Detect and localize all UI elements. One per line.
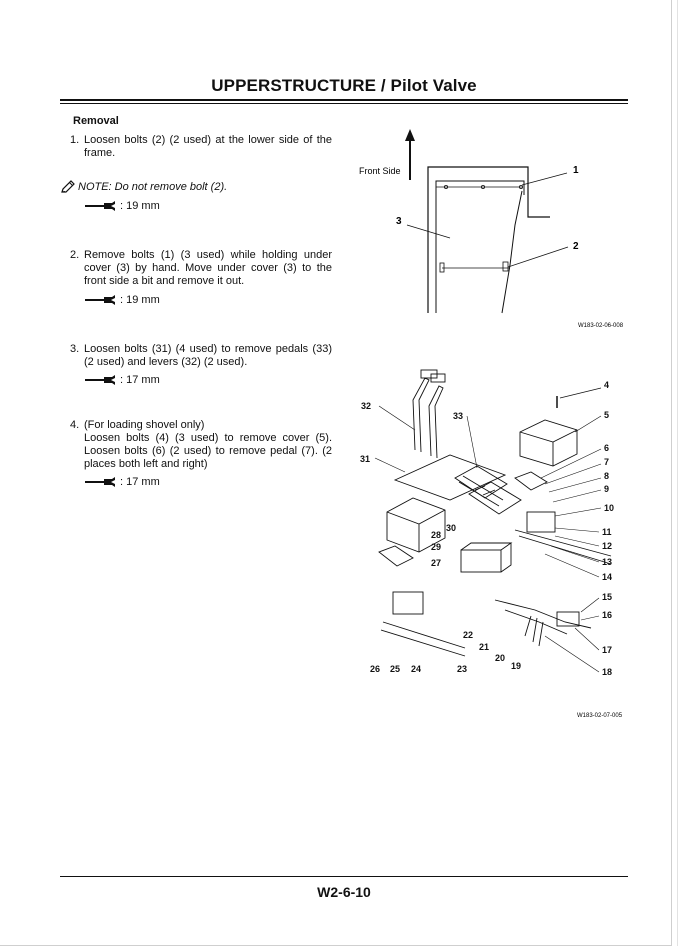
callout-9: 9 (604, 484, 610, 494)
callout-33: 33 (453, 411, 464, 421)
wrench-icon (84, 476, 116, 488)
callout-27: 27 (431, 558, 442, 568)
footer-rule (60, 876, 628, 877)
step-text: Loosen bolts (31) (4 used) to remove pedals (33) (2 used) and levers (32) (2 used). (84, 343, 332, 368)
lever-left (413, 378, 429, 452)
cover-5-edge (520, 430, 577, 466)
tool-spec-3 (84, 373, 160, 387)
page-number: W2-6-10 (317, 884, 371, 900)
cover-outline (436, 181, 524, 313)
tool-size: : 19 mm (120, 294, 160, 306)
callout-19: 19 (511, 661, 522, 671)
lower-bolt (503, 262, 508, 271)
pedal-7-left (379, 546, 413, 566)
callout-line-32 (379, 406, 415, 430)
figure-code: W183-02-06-008 (578, 323, 624, 329)
front-side-label: Front Side (359, 166, 401, 176)
callout-24: 24 (411, 664, 422, 674)
callout-29: 29 (431, 542, 442, 552)
tool-spec-4 (84, 475, 160, 489)
pencil-icon (60, 180, 76, 194)
wrench-icon (84, 200, 116, 212)
section-heading: Removal (73, 115, 119, 127)
callout-16: 16 (602, 610, 613, 620)
right-tubing (515, 530, 611, 564)
callout-11: 11 (602, 527, 612, 537)
callout-line-5 (575, 416, 601, 432)
callout-28: 28 (431, 530, 442, 540)
tool-size: : 17 mm (120, 374, 160, 386)
pedal-33 (469, 482, 521, 514)
header-rule (60, 99, 628, 101)
wrench-icon (84, 294, 116, 306)
step-text: Remove bolts (1) (3 used) while holding under cover (3) by hand. Move under cover (3) to the front side a bit and remove it out. (84, 249, 332, 287)
wrench-icon (84, 374, 116, 386)
callout-22: 22 (463, 630, 474, 640)
tool-spec-1 (84, 199, 160, 213)
callout-31: 31 (360, 454, 371, 464)
step-subtitle: (For loading shovel only) (84, 419, 205, 431)
step-number: 3. (70, 343, 80, 355)
left-tubing (381, 622, 465, 656)
callout-15: 15 (602, 592, 613, 602)
cover-side-edge (502, 191, 522, 313)
callout-line-6 (541, 449, 601, 478)
front-arrow-head (405, 129, 415, 141)
callout-14: 14 (602, 572, 613, 582)
callout-line-10 (555, 508, 601, 516)
step-text: Loosen bolts (4) (3 used) to remove cover (5). Loosen bolts (6) (2 used) to remove pedal (7). (2 places both left and right) (84, 432, 332, 470)
callout-line-16 (581, 616, 599, 620)
pedal-7-right (515, 472, 547, 490)
header-rule-thin (60, 103, 628, 104)
callout-32: 32 (361, 401, 372, 411)
page-edge (677, 0, 678, 946)
callout-6: 6 (604, 443, 610, 453)
tool-size: : 19 mm (120, 200, 160, 212)
page-title: UPPERSTRUCTURE / Pilot Valve (211, 76, 477, 95)
callout-21: 21 (479, 642, 490, 652)
step-number: 4. (70, 419, 80, 431)
callout-2: 2 (573, 241, 579, 252)
step-number: 1. (70, 134, 80, 146)
lever-right (429, 386, 443, 458)
pilot-valve-top (461, 543, 511, 572)
callout-line-33 (467, 416, 477, 468)
callout-12: 12 (602, 541, 613, 551)
callout-line-17 (575, 628, 599, 650)
hoses (495, 600, 591, 634)
callout-13: 13 (602, 557, 613, 567)
callout-23: 23 (457, 664, 468, 674)
lower-bolt (440, 263, 444, 272)
step-2 (70, 249, 332, 288)
step-1 (70, 134, 332, 160)
tool-spec-2 (84, 293, 160, 307)
callout-3: 3 (396, 216, 402, 227)
callout-line-7 (545, 464, 601, 484)
note-text: NOTE: Do not remove bolt (2). (78, 181, 228, 193)
callout-4: 4 (604, 380, 610, 390)
callout-25: 25 (390, 664, 401, 674)
figure-code: W183-02-07-005 (577, 713, 623, 719)
callout-line-12 (555, 536, 599, 546)
callout-line-9 (553, 490, 601, 502)
callout-10: 10 (604, 503, 615, 513)
callout-line-15 (581, 598, 599, 612)
note (60, 180, 227, 194)
step-3 (70, 343, 332, 369)
callout-30: 30 (446, 523, 457, 533)
callout-18: 18 (602, 667, 613, 677)
callout-7: 7 (604, 457, 610, 467)
tool-size: : 17 mm (120, 476, 160, 488)
callout-20: 20 (495, 653, 506, 663)
under-cover-figure (350, 125, 640, 335)
callout-line-11 (555, 528, 599, 532)
callout-line-2 (508, 247, 568, 267)
manifold (557, 612, 579, 626)
callout-line-1 (522, 173, 567, 185)
callout-line-4 (560, 388, 601, 398)
callout-26: 26 (370, 664, 381, 674)
right-valve (527, 512, 555, 532)
pilot-valve-exploded-figure (355, 360, 645, 725)
callout-line-31 (375, 458, 405, 472)
callout-17: 17 (602, 645, 613, 655)
step-text: Loosen bolts (2) (2 used) at the lower side of the frame. (84, 134, 332, 159)
callout-line-18 (545, 636, 599, 672)
step-4 (70, 419, 332, 471)
pedal-33 (455, 466, 507, 498)
callout-8: 8 (604, 471, 610, 481)
step-number: 2. (70, 249, 80, 261)
callout-5: 5 (604, 410, 610, 420)
callout-1: 1 (573, 165, 579, 176)
cover-5 (520, 420, 577, 466)
left-valve (393, 592, 423, 614)
pilot-valve-body (461, 550, 501, 572)
bracket-plate (395, 455, 505, 500)
